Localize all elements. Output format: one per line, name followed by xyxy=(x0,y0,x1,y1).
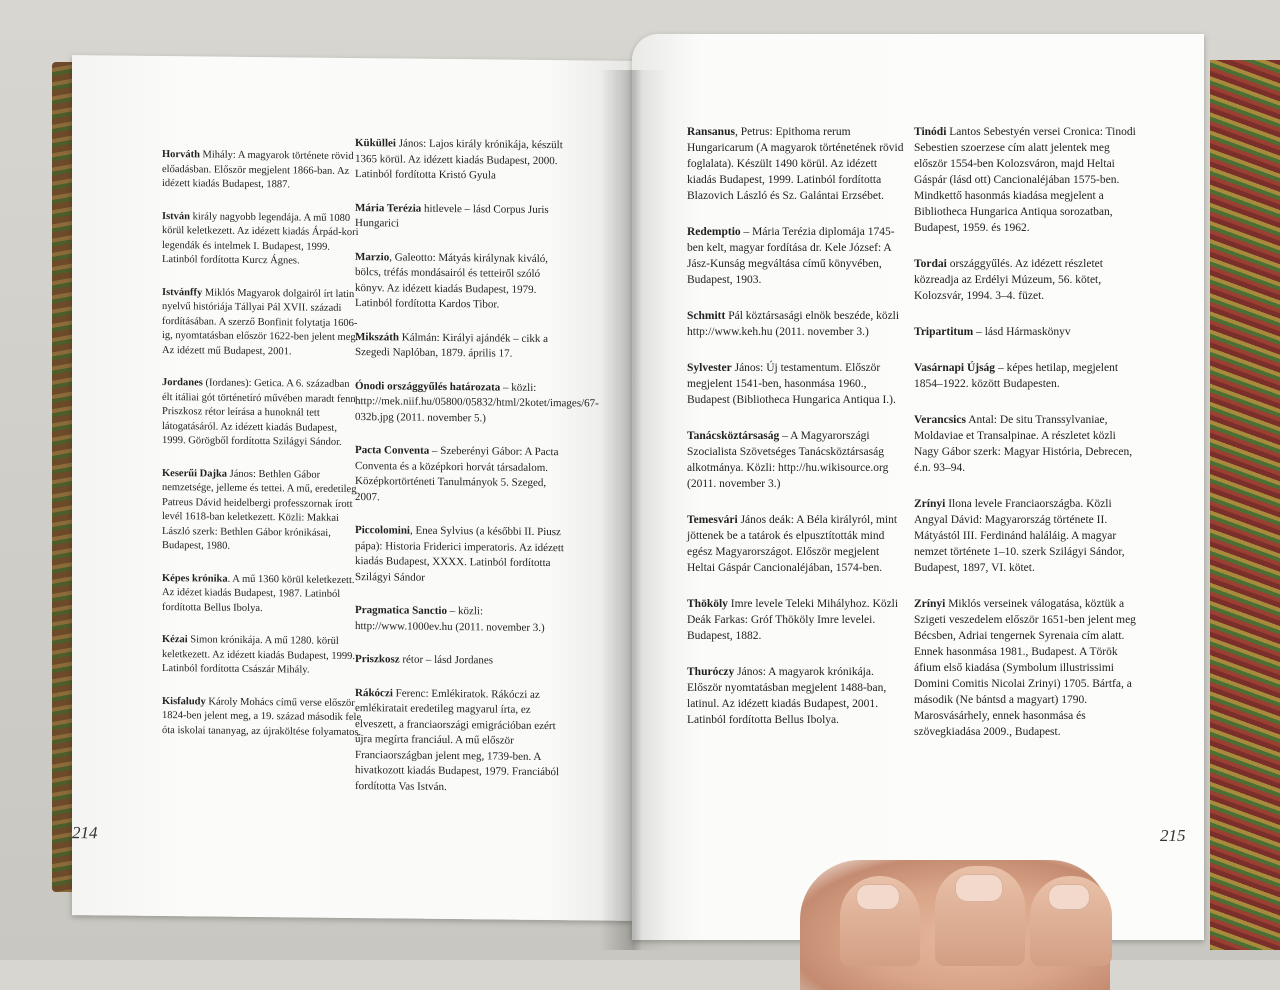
entry-text: János: A magyarok krónikája. Először nyomtatásban megjelent 1488-ban, latinul. Az idézett kiadás Budapest, 2001. Latinból fordította Bellus Ibolya. xyxy=(687,666,887,726)
entry-headword: Zrínyi xyxy=(914,498,946,510)
bibliography-entry xyxy=(687,428,907,492)
entry-text: Mihály: A magyarok története rövid előadásban. Először megjelent 1866-ban. Az idézett kiadás Budapest, 1887. xyxy=(162,149,354,191)
entry-headword: Keserűi Dajka xyxy=(162,467,228,480)
entry-text: Lantos Sebestyén versei Cronica: Tinodi Sebestien szoerzese cím alatt jelentek meg először 1554-ben Kolozsváron, majd Heltai Gáspár (lásd ott) Cancionaléjában 1575-ben. Mindkettő hasonmás kiadása megjelent a Bibliotheca Hungarica Antiqua sorozatban, Budapest, 1959. és 1962. xyxy=(914,126,1136,234)
bibliography-entry xyxy=(162,572,362,618)
finger-3 xyxy=(1030,876,1112,966)
entry-text: Ferenc: Emlékiratok. Rákóczi az emlékiratait eredetileg magyarul írta, ez elveszett, a franciaországi emigrációban ezért újra megírta franciául. A mű először Franciaországban jelent meg, 1739-ben. A hivatkozott kiadás Budapest, 1979. Franciából fordította Vas István. xyxy=(355,686,560,793)
entry-text: – A Magyarországi Szocialista Szövetséges Tanácsköztársaság alkotmánya. Közli: http://hu.wikisource.org (2011. november 3.) xyxy=(687,430,889,490)
bibliography-entry xyxy=(355,652,567,670)
bibliography-entry xyxy=(355,443,567,507)
entry-text: Kálmán: Királyi ajándék – cikk a Szegedi Naplóban, 1879. április 17. xyxy=(355,330,549,360)
left-page-column-1 xyxy=(162,148,362,758)
entry-headword: Kisfaludy xyxy=(162,695,206,707)
bibliography-entry xyxy=(162,633,362,679)
entry-text: Miklós Magyarok dolgairól írt latin nyelvű históriája Tállyai Pál XVII. századi fordításában. A szerző Bonfinit folytatja 1606-ig, nyomtatásban először 1622-ben jelent meg. Az idézett mű Budapest, 2001. xyxy=(162,286,359,357)
fingernail xyxy=(1048,884,1090,910)
entry-headword: Pacta Conventa xyxy=(355,444,430,457)
entry-text: János: Bethlen Gábor nemzetsége, jelleme és tettei. A mű, eredetileg Patreus Dávid heidelbergi professzornak írott levél 1618-ban keletkezett. Közli: Makkai László szerk: Bethlen Gábor krónikásai, Budapest, 1980. xyxy=(162,468,357,552)
entry-headword: Verancsics xyxy=(914,414,966,426)
entry-headword: Tordai xyxy=(914,258,947,270)
bibliography-entry xyxy=(355,250,567,314)
entry-text: János: Lajos király krónikája, készült 1365 körül. Az idézett kiadás Budapest, 2000. Latinból fordította Kristó Gyula xyxy=(355,137,563,182)
book-spine-shadow xyxy=(600,70,670,950)
entry-headword: Jordanes xyxy=(162,377,203,389)
entry-text: rétor – lásd Jordanes xyxy=(399,653,494,667)
entry-headword: Pragmatica Sanctio xyxy=(355,604,447,617)
bibliography-entry xyxy=(687,360,907,408)
finger-1 xyxy=(840,876,920,966)
entry-headword: Tripartitum xyxy=(914,326,974,338)
entry-headword: István xyxy=(162,210,191,222)
entry-headword: Horváth xyxy=(162,149,200,161)
entry-text: – Mária Terézia diplomája 1745-ben kelt, magyar fordítása dr. Kele József: A Jász-Kunság megváltása című könyvében, Budapest, 1903. xyxy=(687,226,895,286)
bibliography-entry xyxy=(687,512,907,576)
entry-text: (Iordanes): Getica. A 6. században élt itáliai gót történetíró művében maradt fenn Priszkosz rétor leírása a hunoknál tett látogatásáról. Az idézett kiadás Budapest, 1999. Görögből fordította Szilágyi Sándor. xyxy=(162,377,356,448)
entry-headword: Temesvári xyxy=(687,514,738,526)
entry-text: országgyűlés. Az idézett részletet közreadja az Erdélyi Múzeum, 56. kötet, Kolozsvár, 1994. 3–4. füzet. xyxy=(914,258,1103,302)
bibliography-entry xyxy=(162,210,362,270)
entry-text: Simon krónikája. A mű 1280. körül keletkezett. Az idézett kiadás Budapest, 1999. Latinból fordította Császár Mihály. xyxy=(162,634,356,676)
entry-text: János deák: A Béla királyról, mint jöttenek be a tatárok és elpusztították mind egész Magyarországot. Először megjelent Heltai Gáspár Cancionaléjában, 1574-ben. xyxy=(687,514,898,574)
entry-text: , Petrus: Epithoma rerum Hungaricarum (A magyarok történetének rövid foglalata). Készült 1490 körül. Az idézett kiadás Budapest, 1999. Latinból fordította Blazovich László és Sz. Galántai Erzsébet. xyxy=(687,126,904,202)
entry-headword: Sylvester xyxy=(687,362,732,374)
bibliography-entry xyxy=(687,596,907,644)
fingernail xyxy=(955,874,1003,902)
bibliography-entry xyxy=(355,330,567,363)
entry-headword: Istvánffy xyxy=(162,286,203,298)
entry-headword: Ransanus xyxy=(687,126,735,138)
entry-headword: Mikszáth xyxy=(355,330,399,343)
entry-text: Pál köztársasági elnök beszéde, közli http://www.keh.hu (2011. november 3.) xyxy=(687,310,900,338)
entry-headword: Thuróczy xyxy=(687,666,735,678)
entry-headword: Redemptio xyxy=(687,226,741,238)
right-page-column-1 xyxy=(687,124,907,748)
bibliography-entry xyxy=(687,664,907,728)
bibliography-entry xyxy=(687,308,907,340)
entry-text: – közli: http://www.1000ev.hu (2011. november 3.) xyxy=(355,604,545,634)
bibliography-entry xyxy=(162,376,362,451)
bibliography-entry xyxy=(162,148,362,194)
bibliography-entry xyxy=(914,596,1136,740)
entry-text: király nagyobb legendája. A mű 1080 körül keletkezett. Az idézett kiadás Árpád-kori legendák és intelmek I. Budapest, 1999. Latinból fordította Kurcz Ágnes. xyxy=(162,210,359,267)
entry-text: hitlevele – lásd Corpus Juris Hungarici xyxy=(355,202,549,230)
bibliography-entry xyxy=(914,496,1136,576)
page-number-right: 215 xyxy=(1160,826,1186,845)
bibliography-entry xyxy=(162,467,362,556)
entry-headword: Mária Terézia xyxy=(355,201,422,215)
entry-headword: Marzio xyxy=(355,250,390,263)
entry-headword: Küküllei xyxy=(355,137,396,150)
entry-text: . A mű 1360 körül keletkezett. Az idézet kiadás Budapest, 1987. Latinból fordította Bellus Ibolya. xyxy=(162,573,355,614)
bibliography-entry xyxy=(355,523,567,587)
bibliography-entry xyxy=(914,256,1136,304)
entry-text: – képes hetilap, megjelent 1854–1922. között Budapesten. xyxy=(914,362,1119,390)
finger-2 xyxy=(935,866,1025,966)
bibliography-entry xyxy=(162,286,362,361)
bibliography-entry xyxy=(355,686,567,797)
entry-headword: Thököly xyxy=(687,598,728,610)
bibliography-entry xyxy=(687,224,907,288)
entry-text: – közli: http://mek.niif.hu/05800/05832/html/2kotet/images/67-032b.jpg (2011. november 5.) xyxy=(355,381,599,424)
bibliography-entry xyxy=(355,603,567,636)
entry-headword: Zrínyi xyxy=(914,598,946,610)
bibliography-entry xyxy=(355,201,567,234)
entry-text: Károly Mohács című verse először 1824-ben jelent meg, a 19. század második fele óta iskolai tananyag, az újraköltése folyamatos. xyxy=(162,695,362,738)
bibliography-entry xyxy=(687,124,907,204)
entry-headword: Piccolomini xyxy=(355,524,410,537)
entry-headword: Ónodi országgyűlés határozata xyxy=(355,379,501,394)
entry-headword: Képes krónika xyxy=(162,572,228,585)
entry-headword: Vasárnapi Újság xyxy=(914,362,996,374)
entry-headword: Kézai xyxy=(162,634,188,646)
entry-text: – lásd Hármaskönyv xyxy=(973,326,1071,338)
entry-headword: Priszkosz xyxy=(355,653,400,666)
entry-headword: Tanácsköztársaság xyxy=(687,430,780,442)
bibliography-entry xyxy=(355,136,567,185)
entry-text: , Galeotto: Mátyás királynak kiváló, bölcs, tréfás mondásairól és tetteiről szóló könyv. Az idézett kiadás Budapest, 1979. Latinból fordította Kardos Tibor. xyxy=(355,250,549,311)
bibliography-entry xyxy=(355,379,599,428)
bibliography-entry xyxy=(914,124,1136,236)
bibliography-entry xyxy=(162,695,362,741)
bibliography-entry xyxy=(914,360,1136,392)
right-page-column-2 xyxy=(914,124,1136,760)
left-page xyxy=(72,55,632,921)
entry-text: Imre levele Teleki Mihályhoz. Közli Deák Farkas: Gróf Thököly Imre levelei. Budapest, 1882. xyxy=(687,598,899,642)
entry-text: , Enea Sylvius (a későbbi II. Piusz pápa): Historia Friderici imperatoris. Az idézett kiadás Budapest, XXXX. Latinból fordította Szilágyi Sándor xyxy=(355,524,564,584)
bibliography-entry xyxy=(914,412,1136,476)
right-page xyxy=(632,34,1204,940)
entry-headword: Tinódi xyxy=(914,126,947,138)
fingernail xyxy=(856,884,900,910)
entry-text: János: Új testamentum. Először megjelent 1541-ben, hasonmása 1960., Budapest (Bibliotheca Hungarica Antiqua I.). xyxy=(687,362,896,406)
bibliography-entry xyxy=(914,324,1136,340)
entry-headword: Schmitt xyxy=(687,310,726,322)
book-cover-right xyxy=(1210,60,1280,950)
entry-text: Miklós verseinek válogatása, köztük a Szigeti veszedelem először 1651-ben jelent meg Bécsben, Adriai tengernek Syrenaia cím alatt. Ennek hasonmása 1981., Budapest. A Török áfium első kiadása (Symbolum illustrissimi Domini Comitis Nicolai Zrinyi) 1705. Bártfa, a második (Ne bántsd a magyart) 1790. Marosvásárhely, ennek hasonmása és szövegkiadása 2009., Budapest. xyxy=(914,598,1136,738)
left-page-column-2 xyxy=(355,136,599,814)
entry-text: – Szeberényi Gábor: A Pacta Conventa és a középkori horvát társadalom. Középkortörténeti Tanulmányok 5. Szeged, 2007. xyxy=(355,444,559,503)
entry-text: Ilona levele Franciaországba. Közli Angyal Dávid: Magyarország története II. Mátyástól III. Ferdinánd haláláig. A magyar nemzet története 1–10. szerk Szilágyi Sándor, Budapest, 1897, VI. kötet. xyxy=(914,498,1125,574)
page-number-left: 214 xyxy=(72,823,98,843)
entry-headword: Rákóczi xyxy=(355,686,393,699)
entry-text: Antal: De situ Transsylvaniae, Moldaviae et Transalpinae. A részletet közli Nagy Gábor szerk: Magyar História, Debrecen, é.n. 93–94. xyxy=(914,414,1133,474)
